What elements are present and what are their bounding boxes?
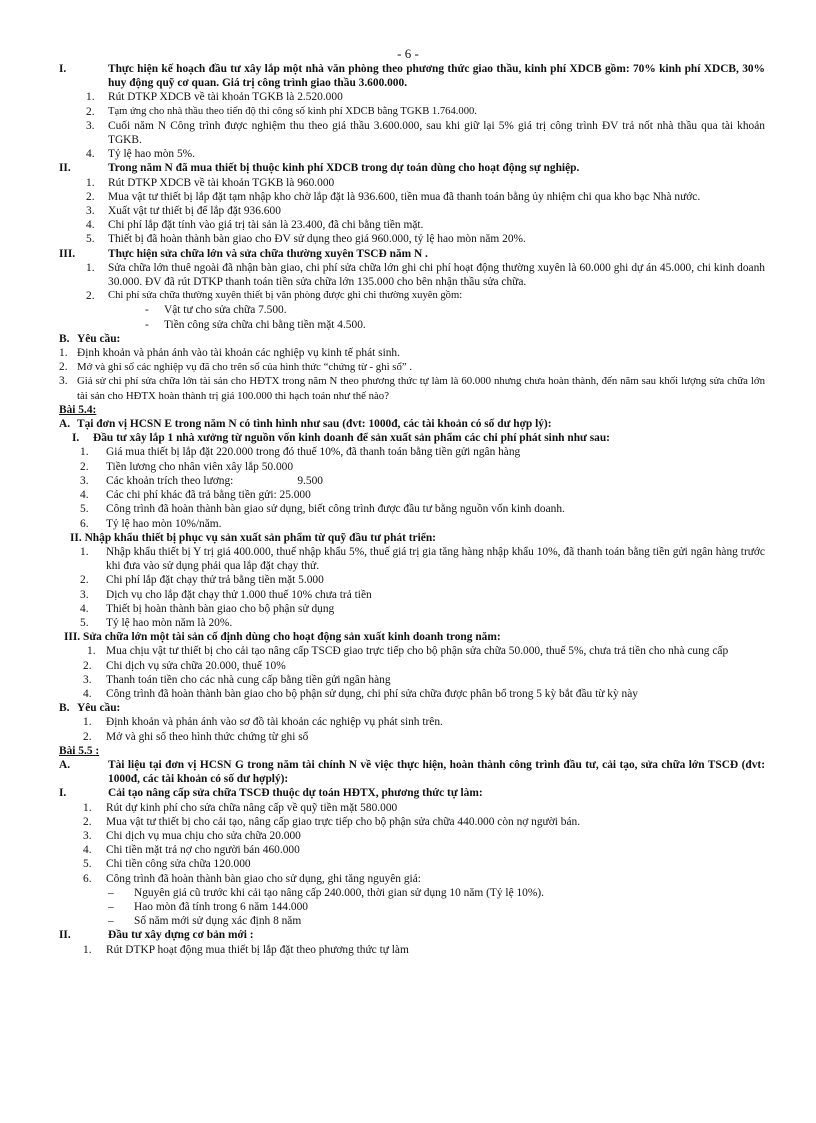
list-item: 2. Mở và ghi sổ các nghiệp vụ đã cho trên sổ của hình thức “chứng từ - ghi sổ” . bbox=[59, 361, 413, 374]
section-III-heading: III. Thực hiện sửa chữa lớn và sửa chữa thường xuyên TSCĐ năm N . bbox=[59, 247, 428, 260]
list-item: 2. Chi dịch vụ sửa chữa 20.000, thuế 10% bbox=[83, 659, 286, 672]
requirements-heading: B. Yêu cầu: bbox=[59, 702, 121, 715]
section-II-heading: II. Trong năm N đã mua thiết bị thuộc kinh phí XDCB trong dự toán dùng cho hoạt động sự nghiệp. bbox=[59, 162, 580, 175]
list-item: 4. Tỷ lệ hao mòn 5%. bbox=[86, 148, 195, 161]
list-item: 3. Thanh toán tiền cho các nhà cung cấp bằng tiền gửi ngân hàng bbox=[83, 673, 391, 686]
list-item: 1. Rút dự kinh phí cho sửa chữa nâng cấp về quỹ tiền mặt 580.000 bbox=[83, 801, 398, 814]
dash-item: - Tiền công sửa chữa chi bằng tiền mặt 4.500. bbox=[145, 318, 366, 331]
list-item: 3. Giả sử chi phí sửa chữa lớn tài sản cho HĐTX trong năm N theo phương thức tự làm là 60.000 nhưng chưa hoàn thành, đến năm sau khối lượng sửa chữa lớn tài sản cho HĐTX hoàn thành trị giá 100.000 thì hạch toán như thế nào? bbox=[59, 375, 765, 402]
page-content bbox=[59, 62, 765, 957]
list-item: 2. Tạm ứng cho nhà thầu theo tiến độ thi công số kinh phí XDCB bằng TGKB 1.764.000. bbox=[86, 105, 477, 118]
section-I-heading: I. Đầu tư xây lắp 1 nhà xưởng từ nguồn vốn kinh doanh để sản xuất sản phẩm các chi phí phát sinh như sau: bbox=[72, 432, 610, 445]
list-item: 3. Dịch vụ cho lắp đặt chạy thử 1.000 thuế 10% chưa trả tiền bbox=[80, 588, 372, 601]
list-item: 1. Định khoản và phản ánh vào tài khoản các nghiệp vụ kinh tế phát sinh. bbox=[59, 347, 400, 360]
dash-item: – Hao mòn đã tính trong 6 năm 144.000 bbox=[108, 900, 309, 913]
list-item: 2. Mở và ghi sổ theo hình thức chứng từ ghi sổ bbox=[83, 730, 309, 743]
list-item: 4. Công trình đã hoàn thành bàn giao cho bộ phận sử dụng, chi phí sửa chữa được phân bổ trong 5 kỳ bắt đầu từ kỳ này bbox=[83, 687, 638, 700]
list-item: 1. Rút DTKP XDCB về tài khoản TGKB là 2.520.000 bbox=[86, 91, 343, 104]
list-item: 1. Định khoản và phản ánh vào sơ đồ tài khoản các nghiệp vụ phát sinh trên. bbox=[83, 716, 443, 729]
list-item: 3. Chi dịch vụ mua chịu cho sửa chữa 20.000 bbox=[83, 829, 301, 842]
deduction-value: 9.500 bbox=[297, 474, 323, 487]
list-item: 5. Tỷ lệ hao mòn năm là 20%. bbox=[80, 616, 233, 629]
list-item: 6. Tỷ lệ hao mòn 10%/năm. bbox=[80, 517, 222, 530]
exercise-A-heading: A. Tại đơn vị HCSN E trong năm N có tình hình như sau (đvt: 1000đ, các tài khoản có số dư hợp lý): bbox=[59, 418, 552, 431]
list-item: 5. Công trình đã hoàn thành bàn giao sử dụng, biết công trình được đầu tư bằng nguồn vốn kinh doanh. bbox=[80, 503, 565, 516]
requirements-heading: B. Yêu cầu: bbox=[59, 332, 121, 345]
section-II-heading: II. Nhập khẩu thiết bị phục vụ sản xuất sản phẩm từ quỹ đầu tư phát triển: bbox=[70, 531, 436, 544]
list-item: 1. Nhập khẩu thiết bị Y trị giá 400.000, thuế nhập khẩu 5%, thuế giá trị gia tăng hàng nhập khẩu 10%, đã thanh toán bằng tiền gửi ngân hàng trước khi đưa vào sử dụng phải qua lắp đặt chạy thử. bbox=[80, 545, 765, 573]
list-item: 3. Cuối năm N Công trình được nghiệm thu theo giá thầu 3.600.000, sau khi giữ lại 5% giá trị công trình ĐV trả nốt nhà thầu qua tài khoản TGKB. bbox=[86, 119, 765, 147]
dash-item: - Vật tư cho sửa chữa 7.500. bbox=[145, 304, 287, 317]
section-I-heading: I. Cải tạo nâng cấp sửa chữa TSCĐ thuộc dự toán HĐTX, phương thức tự làm: bbox=[59, 787, 483, 800]
section-III-heading: III. Sửa chữa lớn một tài sản cố định dùng cho hoạt động sản xuất kinh doanh trong năm: bbox=[64, 631, 501, 644]
list-item: 5. Chi tiền công sửa chữa 120.000 bbox=[83, 858, 251, 871]
exercise-title: Bài 5.4: bbox=[59, 403, 97, 416]
section-II-heading: II. Đầu tư xây dựng cơ bản mới : bbox=[59, 929, 254, 942]
list-item: 1. Mua chịu vật tư thiết bị cho cải tạo nâng cấp TSCĐ giao trực tiếp cho bộ phận sửa chữa 50.000, thuế 5%, chưa trả tiền cho nhà cung cấp bbox=[87, 645, 729, 658]
list-item: 2. Mua vật tư thiết bị lắp đặt tạm nhập kho chờ lắp đặt là 936.600, tiền mua đã thanh toán bằng ủy nhiệm chi qua kho bạc Nhà nước. bbox=[86, 190, 701, 203]
list-item: 2. Chi phí sửa chữa thường xuyên thiết bị văn phòng được ghi chi thường xuyên gồm: bbox=[86, 290, 463, 303]
exercise-A-heading: A. Tài liệu tại đơn vị HCSN G trong năm tài chính N về việc thực hiện, hoàn thành công trình đầu tư, cải tạo, sửa chữa lớn TSCĐ (đvt: 1000đ, các tài khoản có số dư hợplý): bbox=[59, 758, 765, 786]
list-item: 3. Các khoản trích theo lương: 9.500 bbox=[80, 474, 323, 487]
list-item: 4. Các chi phí khác đã trả bằng tiền gửi: 25.000 bbox=[80, 489, 311, 502]
list-item: 5. Thiết bị đã hoàn thành bàn giao cho ĐV sử dụng theo giá 960.000, tỷ lệ hao mòn năm 20%. bbox=[86, 233, 526, 246]
section-I-heading: I. Thực hiện kế hoạch đầu tư xây lắp một nhà văn phòng theo phương thức giao thầu, kinh phí XDCB gồm: 70% kinh phí XDCB, 30% huy động quỹ cơ quan. Giá trị công trình giao thầu 3.600.000. bbox=[59, 63, 765, 90]
list-item: 3. Xuất vật tư thiết bị để lắp đặt 936.600 bbox=[86, 205, 281, 218]
list-item: 1. Giá mua thiết bị lắp đặt 220.000 trong đó thuế 10%, đã thanh toán bằng tiền gửi ngân hàng bbox=[80, 446, 521, 459]
list-item: 2. Mua vật tư thiết bị cho cải tạo, nâng cấp giao trực tiếp cho bộ phận sửa chữa 440.000 còn nợ người bán. bbox=[83, 815, 581, 828]
page-number: - 6 - bbox=[397, 46, 419, 61]
exercise-title: Bài 5.5 : bbox=[59, 744, 100, 757]
list-item: 6. Công trình đã hoàn thành bàn giao cho sử dụng, ghi tăng nguyên giá: bbox=[83, 872, 421, 885]
list-item: 1. Rút DTKP hoạt động mua thiết bị lắp đặt theo phương thức tự làm bbox=[83, 943, 409, 956]
list-item: 1. Sửa chữa lớn thuê ngoài đã nhận bàn giao, chi phí sửa chữa lớn ghi chi phí hoạt động thường xuyên là 60.000 ghi dự án 45.000, chi kinh doanh 30.000. ĐV đã rút DTKP thanh toán tiền sửa chữa lớn 135.000 cho bên nhận thầu sửa chữa. bbox=[86, 261, 765, 289]
dash-item: – Số năm mới sử dụng xác định 8 năm bbox=[108, 915, 302, 928]
dash-item: – Nguyên giá cũ trước khi cải tạo nâng cấp 240.000, thời gian sử dụng 10 năm (Tỷ lệ 10%). bbox=[108, 886, 544, 899]
list-item: 4. Thiết bị hoàn thành bàn giao cho bộ phận sử dụng bbox=[80, 602, 335, 615]
list-item: 2. Tiền lương cho nhân viên xây lắp 50.000 bbox=[80, 460, 294, 473]
list-item: 1. Rút DTKP XDCB về tài khoản TGKB là 960.000 bbox=[86, 176, 335, 189]
list-item: 4. Chi phí lắp đặt tính vào giá trị tài sản là 23.400, đã chi bằng tiền mặt. bbox=[86, 219, 424, 232]
list-item: 4. Chi tiền mặt trả nợ cho người bán 460.000 bbox=[83, 844, 300, 857]
list-item: 2. Chi phí lắp đặt chạy thử trả bằng tiền mặt 5.000 bbox=[80, 574, 324, 587]
